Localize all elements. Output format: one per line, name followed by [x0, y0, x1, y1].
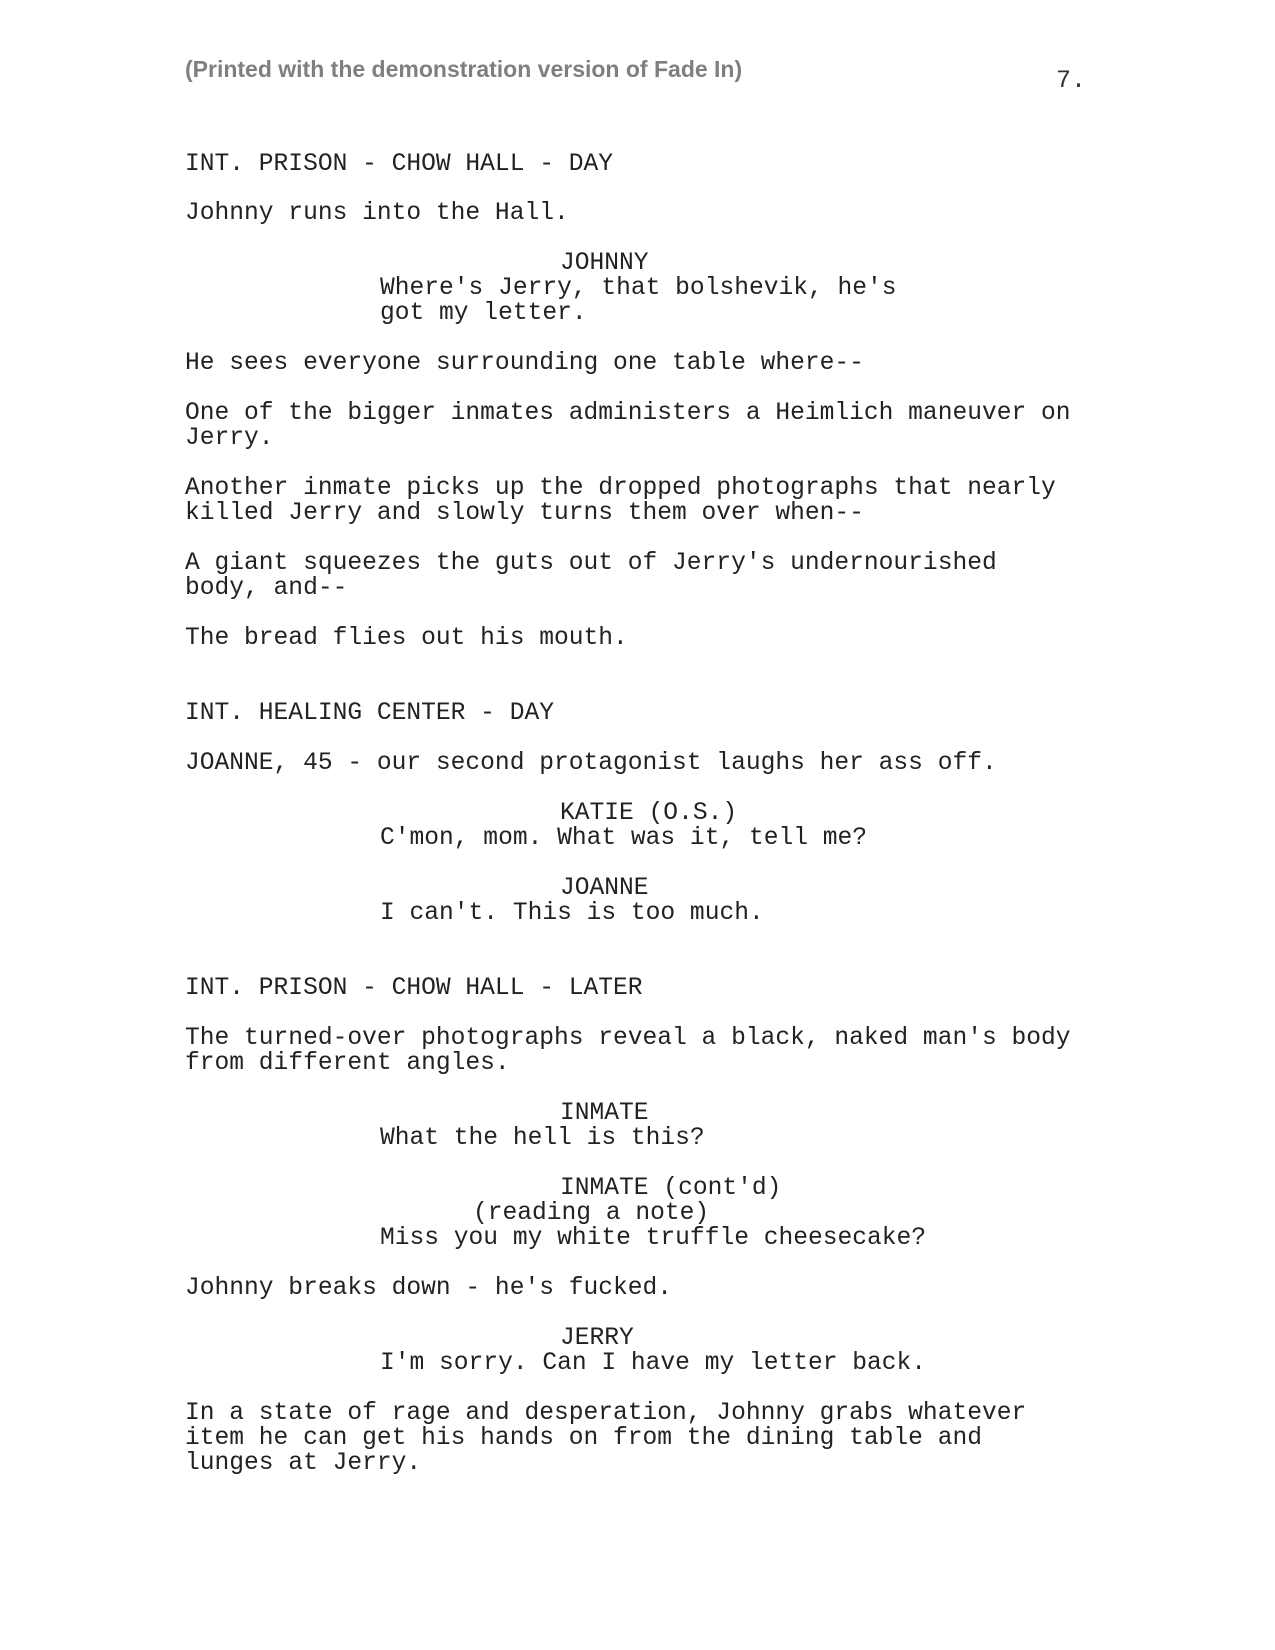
action-line: Another inmate picks up the dropped photographs that nearly [185, 475, 1056, 502]
action-line: The bread flies out his mouth. [185, 625, 628, 652]
dialogue-line: got my letter. [380, 300, 587, 327]
action-line: A giant squeezes the guts out of Jerry's undernourished [185, 550, 997, 577]
scene-heading: INT. PRISON - CHOW HALL - LATER [185, 975, 643, 1002]
scene-heading: INT. PRISON - CHOW HALL - DAY [185, 151, 614, 178]
character-name: INMATE (cont'd) [560, 1175, 782, 1202]
action-line: body, and-- [185, 575, 348, 602]
character-name: JERRY [560, 1325, 634, 1352]
page-number: 7. [1056, 66, 1087, 95]
dialogue-line: C'mon, mom. What was it, tell me? [380, 825, 868, 852]
action-line: JOANNE, 45 - our second protagonist laughs her ass off. [185, 750, 997, 777]
action-line: One of the bigger inmates administers a Heimlich maneuver on [185, 400, 1071, 427]
character-name: KATIE (O.S.) [560, 800, 738, 827]
character-name: JOANNE [560, 875, 649, 902]
dialogue-line: I'm sorry. Can I have my letter back. [380, 1350, 927, 1377]
dialogue-line: Miss you my white truffle cheesecake? [380, 1225, 927, 1252]
dialogue-line: Where's Jerry, that bolshevik, he's [380, 275, 897, 302]
action-line: killed Jerry and slowly turns them over when-- [185, 500, 864, 527]
scene-heading: INT. HEALING CENTER - DAY [185, 700, 554, 727]
action-line: Jerry. [185, 425, 274, 452]
action-line: Johnny runs into the Hall. [185, 200, 569, 227]
action-line: He sees everyone surrounding one table where-- [185, 350, 864, 377]
dialogue-line: What the hell is this? [380, 1125, 705, 1152]
parenthetical: (reading a note) [473, 1200, 710, 1227]
action-line: Johnny breaks down - he's fucked. [185, 1275, 673, 1302]
dialogue-line: I can't. This is too much. [380, 900, 764, 927]
character-name: INMATE [560, 1100, 649, 1127]
demo-watermark: (Printed with the demonstration version of Fade In) [185, 56, 743, 82]
action-line: In a state of rage and desperation, Johnny grabs whatever [185, 1400, 1027, 1427]
character-name: JOHNNY [560, 250, 649, 277]
action-line: item he can get his hands on from the dining table and [185, 1425, 982, 1452]
action-line: lunges at Jerry. [185, 1450, 422, 1477]
action-line: from different angles. [185, 1050, 510, 1077]
action-line: The turned-over photographs reveal a black, naked man's body [185, 1025, 1071, 1052]
